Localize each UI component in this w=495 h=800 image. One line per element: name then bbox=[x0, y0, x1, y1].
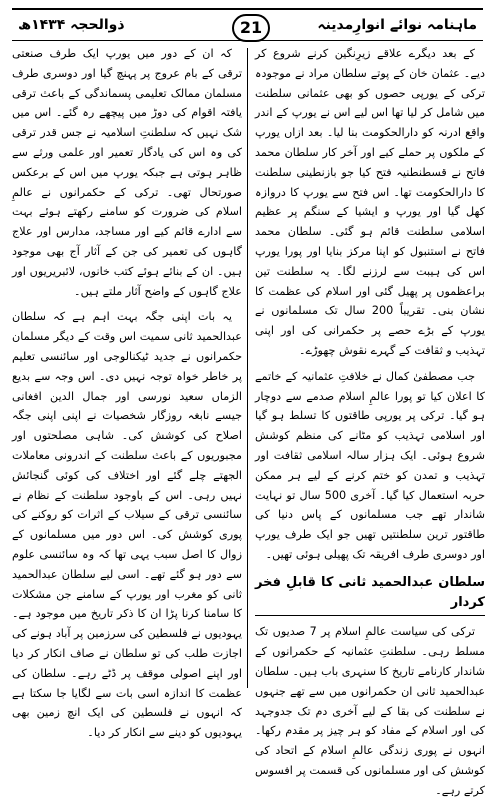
body-paragraph: کے بعد دیگرے علاقے زیرِنگین کرنے شروع کر دیے۔ عثمان خان کے پوتے سلطان مراد نے موجودہ ترکی کے یورپی حصوں کو بھی عثمانی سلطنت میں شامل کر لیا تھا اس لیے اس نے یورپ کے اندر واقع ادرنہ کو دارالحکومت بنا لیا۔ بعد ازاں یورپ کے ملکوں پر حملے کیے اور آخر کار سلطان محمد فاتح نے قسطنطنیہ فتح کیا جو بازنطینی سلطنت کا دارالحکومت تھا۔ اس فتح سے یورپ کا دروازہ کھل گیا اور یورپ و ایشیا کے سنگم پر عظیم اسلامی سلطنت قائم ہو گئی۔ سلطان محمد فاتح نے استنبول کو اپنا مرکز بنایا اور پورا یورپ اس کی ہیبت سے لرزنے لگا۔ یہ سلطنت تین براعظموں پر پھیل گئی اور اسلام کی عظمت کا نشان بنی۔ تقریباً 200 سال تک مسلمانوں نے یورپ کے بڑے حصے پر حکمرانی کی اور اپنی تہذیب و ثقافت کے گہرے نقوش چھوڑے۔ bbox=[255, 47, 485, 357]
section-heading: سلطان عبدالحمید ثانی کا قابلِ فخر کردار bbox=[255, 573, 485, 617]
body-paragraph: جب مصطفیٰ کمال نے خلافتِ عثمانیہ کے خاتمے کا اعلان کیا تو پورا عالمِ اسلام صدمے سے دوچار ہو گیا۔ ترکی پر یورپی طاقتوں کا تسلط ہو گیا اور اسلامی تہذیب کو مٹانے کی منظم کوشش شروع ہوئی۔ ایک ہزار سالہ اسلامی ثقافت اور تہذیب و تمدن کو ختم کرنے کے لیے ہر ممکن حربہ استعمال کیا گیا۔ آخری 500 سال تو نہایت شاندار تھے جب مسلمانوں کے پاس دنیا کی طاقتور ترین سلطنتیں تھیں جو ایک طرف یورپ اور دوسری طرف افریقہ تک پھیلی ہوئی تھیں۔ bbox=[255, 369, 485, 561]
issue-date: ذوالحجہ ۱۴۳۴ھ bbox=[18, 17, 125, 33]
left-column bbox=[12, 44, 242, 740]
header-rule bbox=[12, 40, 483, 41]
page-header bbox=[12, 14, 483, 40]
magazine-name: ماہنامہ نوائے انوارِمدینہ bbox=[317, 17, 477, 33]
right-column bbox=[255, 44, 485, 797]
body-paragraph: کہ ان کے دور میں یورپ ایک طرف صنعتی ترقی کے بام عروج پر پہنچ گیا اور دوسری طرف مسلمان ممالک تعلیمی پسماندگی کے باعث ترقی یافتہ اقوام کی دوڑ میں پیچھے رہ گئے۔ اس میں شک نہیں کہ سلطنتِ اسلامیہ نے جس قدر ترقی کی وہ اس کی یادگار تعمیر اور علمی ورثے سے ظاہر ہوتی ہے جبکہ یورپ میں اس کے برعکس صورتحال تھی۔ ترکی کے حکمرانوں نے عالمِ اسلام کی ضرورت کو سامنے رکھتے ہوئے بہت سے ادارے قائم کیے اور مساجد، مدارس اور علاج گاہوں کی تعمیر کی جن کے آثار آج بھی موجود ہیں۔ ان کے بنائے ہوئے کتب خانوں، لائبریریوں اور علاج گاہوں کے واضح آثار ملتے ہیں۔ bbox=[12, 47, 242, 298]
body-paragraph: ترکی کی سیاست عالمِ اسلام پر 7 صدیوں تک مسلط رہی۔ سلطنتِ عثمانیہ کے حکمرانوں کے شاندار کارنامے تاریخ کا سنہری باب ہیں۔ سلطان عبدالحمید ثانی ان حکمرانوں میں سے تھے جنہوں نے سلطنت کی بقا کے لیے آخری دم تک جدوجہد کی اور اسلام کے مفاد کو ہر چیز پر مقدم رکھا۔ انہوں نے پوری زندگی عالمِ اسلام کے اتحاد کی کوشش کی اور مسلمانوں کی قسمت پر افسوس کرتے رہے۔ bbox=[255, 625, 485, 797]
column-divider bbox=[247, 48, 248, 688]
body-paragraph: یہ بات اپنی جگہ بہت اہم ہے کہ سلطان عبدالحمید ثانی سمیت اس وقت کے دیگر مسلمان حکمرانوں نے جدید ٹیکنالوجی اور سائنسی تعلیم پر خاطر خواہ توجہ نہیں دی۔ اس وجہ سے بدیع الزماں سعید نورسی اور جمال الدین افغانی جیسے نابغہ روزگار شخصیات نے اپنی اپنی جگہ اصلاح کی کوشش کی۔ شاہی مصلحتوں اور مجبوریوں کے باعث سلطنت کے اندرونی معاملات الجھتے چلے گئے اور اختلاف کی کوئی گنجائش نہیں رہی۔ اس کے باوجود سلطنت کے نظام نے سائنسی ترقی کے سیلاب کے اثرات کو روکنے کی پوری کوشش کی۔ اس دور میں مسلمانوں کے زوال کا اصل سبب یہی تھا کہ وہ سائنسی علوم سے دور ہو گئے تھے۔ اسی لیے سلطان عبدالحمید ثانی کو مغرب اور یورپ کے سامنے جن مشکلات کا سامنا کرنا پڑا ان کا ذکر تاریخ میں موجود ہے۔ یہودیوں نے فلسطین کی سرزمین پر آباد ہونے کی اجازت طلب کی تو سلطان نے صاف انکار کر دیا اور اپنے اصولی موقف پر ڈٹے رہے۔ سلطان کی عظمت کا اندازہ اسی بات سے لگایا جا سکتا ہے کہ انہوں نے فلسطین کی ایک انچ زمین بھی یہودیوں کو دینے سے انکار کر دیا۔ bbox=[12, 310, 242, 740]
page-number: 21 bbox=[232, 14, 270, 42]
